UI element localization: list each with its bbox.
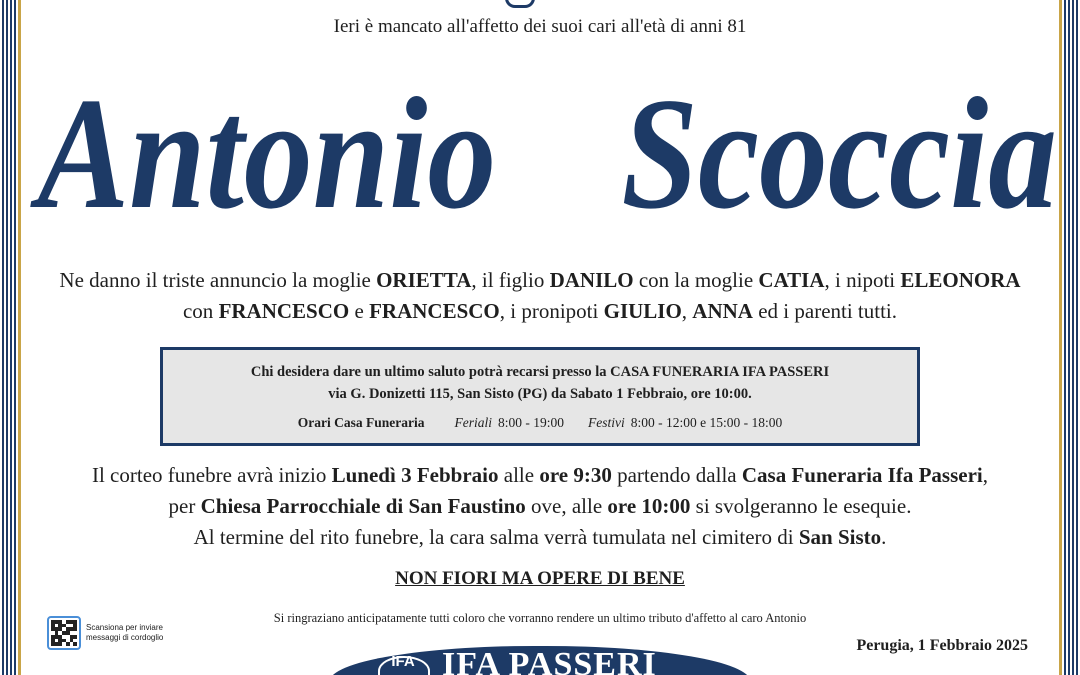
- place-and-date: Perugia, 1 Febbraio 2025: [856, 637, 1028, 654]
- qr-code-icon[interactable]: [47, 616, 81, 650]
- visitation-line-1: Chi desidera dare un ultimo saluto potrà recarsi presso la CASA FUNERARIA IFA PASSERI: [250, 364, 830, 380]
- opening-hours: [163, 415, 917, 431]
- funeral-line-1: Il corteo funebre avrà inizio Lunedì 3 Febbraio alle ore 9:30 partendo dalla Casa Funeraria Ifa Passeri,: [91, 463, 988, 487]
- top-ornament: [505, 0, 535, 8]
- intro-line: Ieri è mancato all'affetto dei suoi cari all'età di anni 81: [333, 16, 747, 37]
- announcement-line-2: con FRANCESCO e FRANCESCO, i pronipoti GIULIO, ANNA ed i parenti tutti.: [182, 299, 898, 323]
- weekday-hours: 8:00 - 19:00: [497, 415, 564, 430]
- first-name: Antonio: [37, 64, 497, 242]
- funeral-home-logo: [330, 646, 750, 675]
- holiday-hours: 8:00 - 12:00 e 15:00 - 18:00: [630, 415, 783, 430]
- qr-caption: Scansiona per inviare messaggi di cordoglio: [86, 623, 164, 642]
- visitation-line-2: via G. Donizetti 115, San Sisto (PG) da Sabato 1 Febbraio, ore 10:00.: [328, 386, 752, 402]
- weekday-label: Feriali: [454, 415, 492, 430]
- hours-label: Orari Casa Funeraria: [297, 415, 425, 430]
- announcement-line-1: Ne danno il triste annuncio la moglie ORIETTA, il figlio DANILO con la moglie CATIA, i nipoti ELEONORA: [59, 268, 1021, 292]
- no-flowers-notice: NON FIORI MA OPERE DI BENE: [395, 568, 685, 589]
- logo-mark-icon: IFA: [374, 652, 432, 675]
- thanks-line: Si ringraziano anticipatamente tutti coloro che vorranno rendere un ultimo tributo d'affetto al caro Antonio: [273, 611, 807, 625]
- holiday-label: Festivi: [587, 415, 625, 430]
- funeral-line-2: per Chiesa Parrocchiale di San Faustino ove, alle ore 10:00 si svolgeranno le esequie.: [168, 494, 912, 518]
- last-name: Scoccia: [621, 64, 1057, 242]
- funeral-line-3: Al termine del rito funebre, la cara salma verrà tumulata nel cimitero di San Sisto.: [193, 525, 887, 549]
- deceased-name: [0, 64, 1080, 242]
- visitation-box: [160, 347, 920, 446]
- logo-brand: IFA PASSERI: [442, 646, 657, 675]
